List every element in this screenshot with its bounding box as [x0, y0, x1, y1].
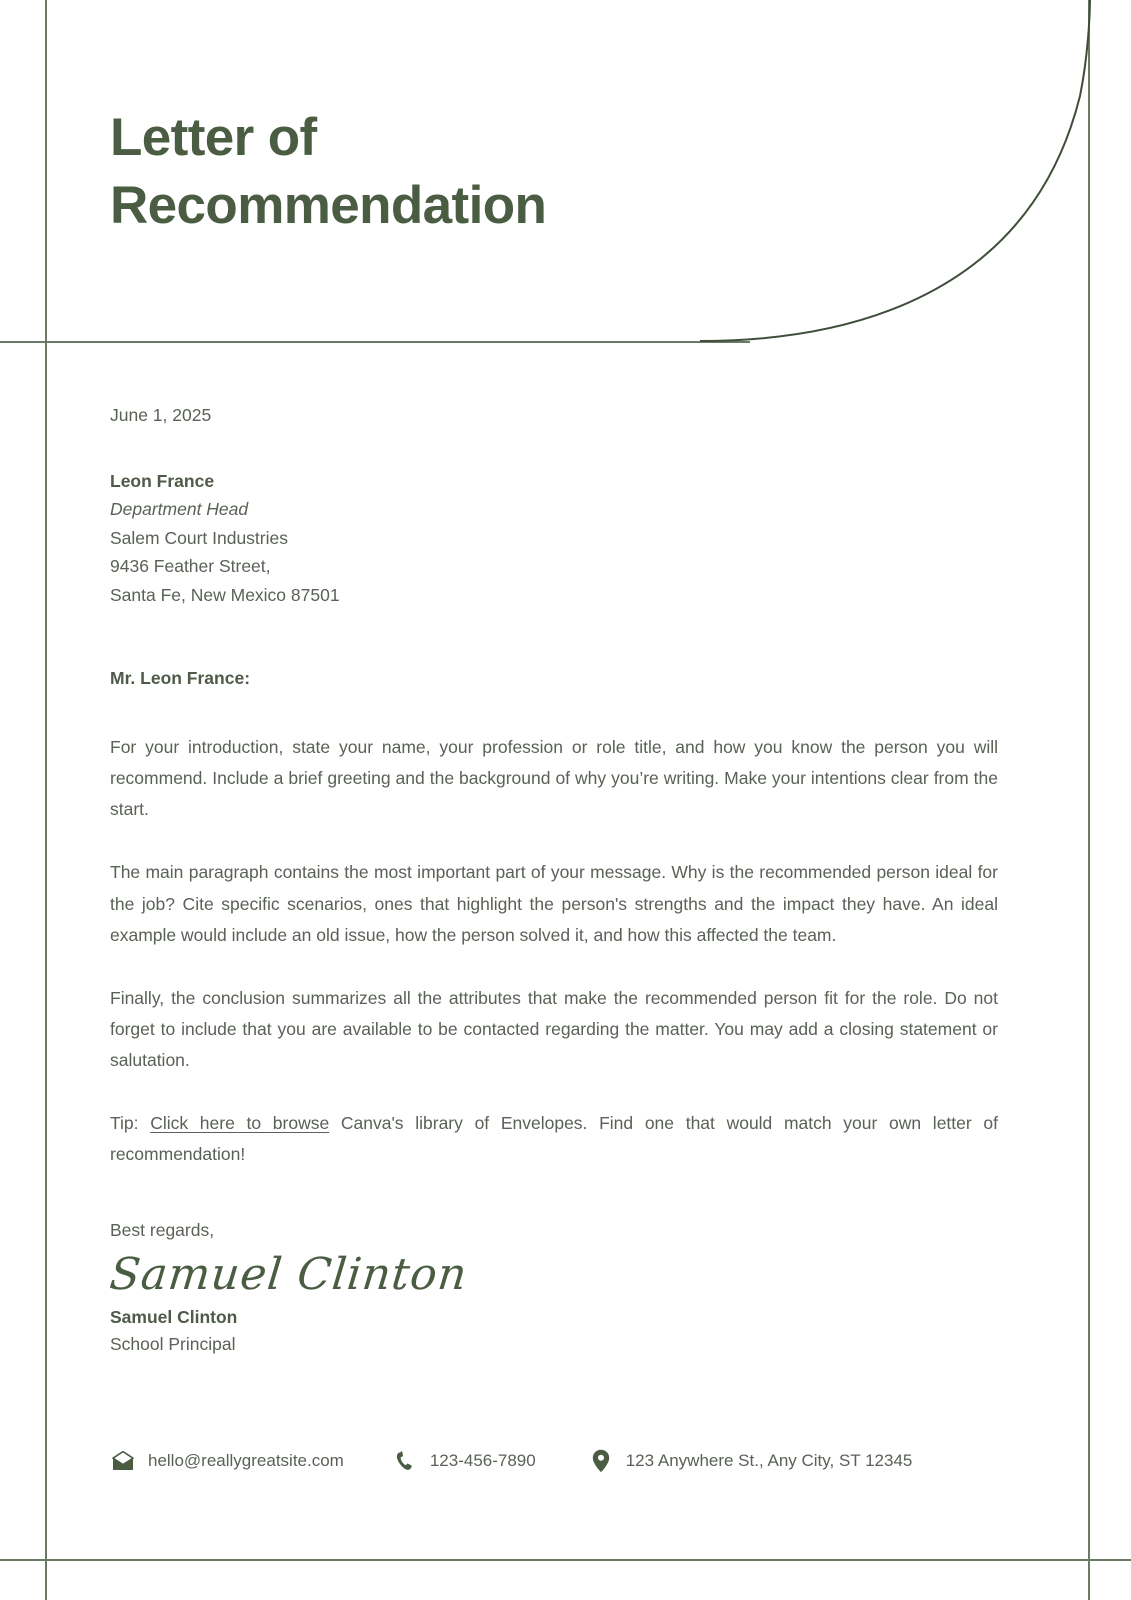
recipient-address-block [110, 467, 998, 609]
tip-suffix: Canva's library of Envelopes. Find one that would match your own letter of recommendation! [110, 1113, 998, 1165]
recipient-company: Salem Court Industries [110, 527, 288, 548]
footer-contact-bar [110, 1448, 1010, 1474]
title-line-1: Letter of [110, 108, 317, 167]
browse-envelopes-link[interactable]: Click here to browse [150, 1113, 330, 1134]
recipient-city-state-zip: Santa Fe, New Mexico 87501 [110, 584, 340, 605]
body-paragraph-3: Finally, the conclusion summarizes all the attributes that make the recommended person fit for the role. Do not forget to include that you are available to be contacted regarding the matter. You may add a closing statement or salutation. [110, 987, 998, 1071]
recipient-name: Leon France [110, 471, 215, 492]
tip-prefix: Tip: [110, 1113, 151, 1134]
signature-block [107, 1220, 470, 1355]
body-paragraph-1: For your introduction, state your name, your profession or role title, and how you know the person you will recommend. Include a brief greeting and the background of why you’re writing. Make your intentions clear from the start. [110, 737, 998, 820]
footer-email-item[interactable] [110, 1448, 344, 1474]
tip-paragraph [110, 1108, 998, 1170]
footer-address-item[interactable] [588, 1448, 913, 1474]
title-line-2: Recommendation [110, 175, 547, 235]
footer-phone-item[interactable] [392, 1448, 536, 1474]
salutation: Mr. Leon France: [110, 667, 251, 688]
location-pin-icon [588, 1448, 614, 1474]
recipient-role: Department Head [110, 499, 249, 520]
footer-address-text: 123 Anywhere St., Any City, ST 12345 [625, 1451, 913, 1470]
signer-role: School Principal [110, 1333, 236, 1354]
body-paragraph-2: The main paragraph contains the most important part of your message. Why is the recommended person ideal for the job? Cite specific scenarios, ones that highlight the person's strengths and the impact they have. An ideal example would include an old issue, how the person solved it, and how this affected the team. [110, 862, 998, 945]
letter-body [110, 400, 998, 1171]
signer-name: Samuel Clinton [110, 1306, 238, 1327]
page-title [110, 104, 810, 240]
envelope-icon [110, 1448, 136, 1474]
footer-email-text: hello@reallygreatsite.com [148, 1451, 344, 1470]
phone-icon [392, 1448, 418, 1474]
recipient-street: 9436 Feather Street, [110, 556, 271, 577]
closing-text: Best regards, [110, 1220, 215, 1240]
footer-phone-text: 123-456-7890 [429, 1451, 536, 1470]
frame-line-bottom [0, 1559, 1131, 1561]
frame-line-right [1088, 0, 1090, 1600]
frame-line-top [0, 341, 750, 343]
letter-date: June 1, 2025 [110, 405, 212, 425]
frame-line-left [45, 0, 47, 1600]
handwritten-signature: Samuel Clinton [107, 1249, 470, 1300]
